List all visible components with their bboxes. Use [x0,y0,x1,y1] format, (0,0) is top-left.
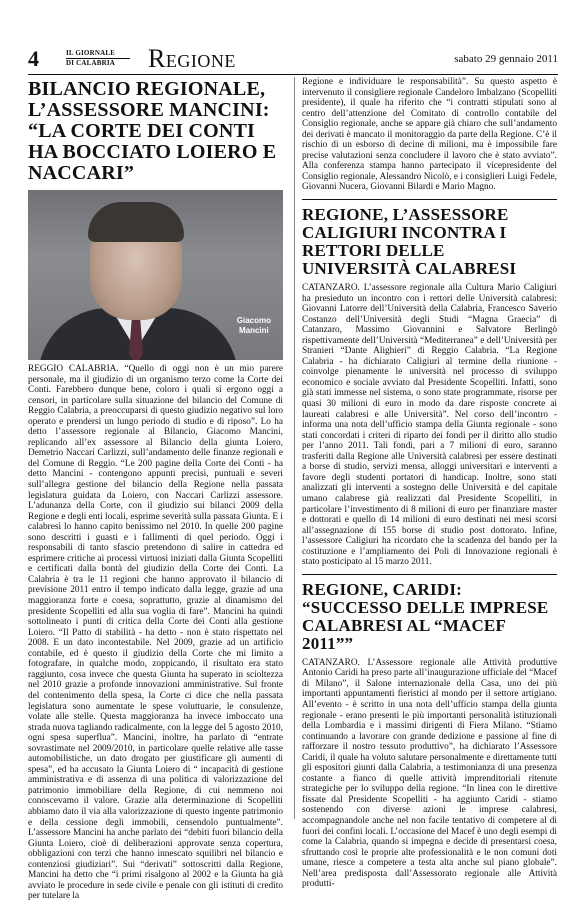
newspaper-logo [66,49,130,68]
article1-body: REGGIO CALABRIA. “Quello di oggi non è un mio parere personale, ma il giudizio di un organismo terzo come la Corte dei Conti. Farebbero dunque bene, coloro i quali si ergono oggi a censori, in particolare sulla situazione del bilancio del Comune di Reggio Calabria, a preoccuparsi di questo giudizio negativo sul loro operato e prendersi un lungo periodo di studio e di riposo”. Lo ha detto l’assessore regionale al Bilancio, Giacomo Mancini, replicando all’ex assessore al Bilancio della giunta Loiero, Demetrio Naccari Carlizzi, sull’andamento delle finanze regionali e del Comune di Reggio. “Le 200 pagine della Corte dei Conti - ha detto Mancini - contengono appunti precisi, puntuali e severi sull’allegra gestione del bilancio della Regione nella passata legislatura guidata da Loiero, con Naccari Carlizzi assessore. L’adunanza della Corte, con il giudizio sui bilanci 2009 della Regione e degli enti locali, esprime severità sulla passata Giunta. E i calabresi lo hanno capito benissimo nel 2010. In quelle 200 pagine sono descritti i guasti e i fallimenti di quel periodo. Oggi i responsabili di tanto sfascio pretendono di salire in cattedra ed esprimere critiche ai processi virtuosi iniziati dalla Giunta Scopelliti e certificati dalla bontà del giudizio della Corte dei Conti. La Calabria è tra le 11 regioni che hanno approvato il bilancio di previsione 2011 entro il tempo indicato dalla legge, grazie ad una maggioranza forte e coesa, soprattutto, grazie al dinamismo del presidente Scopelliti ed alla sua voglia di fare”. Mancini ha quindi sottolineato i punti di critica della Corte dei Conti alla gestione Loiero. “Il Patto di stabilità - ha detto - non è stato rispettato nel 2008. E un dato incontestabile. Nel 2009, grazie ad un artificio contabile, ed è questo il giudizio della Corte che mi limito a fotografare, in qualche modo, zoppicando, il risultato era stato raggiunto, cosa invece che questa Giunta ha superato in scioltezza nel 2010 grazie a profonde innovazioni amministrative. Sul fronte del contenimento della spesa, la Corte ci dice che nella passata legislatura sono aumentate le spese voluttuarie, le consulenze, volate alle stelle. Questa maggioranza ha invece imboccato una strada nuova tagliando radicalmente, con la legge del 5 agosto 2010, ogni spesa superflua”. Mancini, inoltre, ha parlato di “entrate sovrastimate nel 2009/2010, in particolare quelle relative alle tasse automobilistiche, un dato drogato per giustificare gli aumenti di spesa”, ed ha accusato la Giunta Loiero di “ incapacità di gestione amministrativa e di assenza di una politica di valorizzazione del patrimonio immobiliare della Regione, di cui nemmeno noi conoscevamo il valore. Grazie alla determinazione di Scopelliti abbiamo dato il via alla valorizzazione di questo ingente patrimonio e della cessione degli immobili, censendolo puntualmente”. L’assessore Mancini ha anche parlato dei “debiti fuori bilancio della Giunta Loiero, cioè di deliberazioni approvate senza copertura, obbligazioni con terzi che hanno innescato squilibri nel bilancio e contenziosi giudiziari”. Sui “derivati” sottoscritti dalla Regione, Mancini ha detto che “i primi risalgono al 2002 e la Giunta ha già avviato le procedure in sede civile e penale con gli istituti di credito per tutelare la [28,364,283,902]
photo-caption [237,316,271,336]
article-separator [302,199,557,200]
section-title: Regione [148,44,236,73]
left-column [28,77,283,902]
right-column [302,77,557,890]
logo-line-1: IL GIORNALE [66,49,130,59]
article1-headline: BILANCIO REGIONALE, L’ASSESSORE MANCINI: “LA CORTE DEI CONTI HA BOCCIATO LOIERO E NACCARI” [28,78,277,184]
photo-hair [88,202,184,242]
photo-caption-line-2: Mancini [238,326,269,335]
article2-headline: REGIONE, L’ASSESSORE CALIGIURI INCONTRA I RETTORI DELLE UNIVERSITÀ CALABRESI [302,205,517,279]
column-divider [294,77,295,819]
photo-caption-line-1: Giacomo [236,316,271,325]
page-number: 4 [28,46,39,71]
article3-body: CATANZARO. L’Assessore regionale alle Attività produttive Antonio Caridi ha preso parte all’inaugurazione ufficiale del “Macef di Milano”, il Salone internazionale della Casa, uno dei più importanti appuntamenti fieristici al mondo per il settore artigiano. All’evento - è scritto in una nota dell’ufficio stampa della giunta regionale - erano presenti le più importanti personalità istituzionali della Lombardia e i massimi dirigenti di Fiera Milano. “Stiamo continuando a lavorare con grande dedizione e passione al fine di rafforzare il nostro tessuto produttivo”, ha dichiarato l’Assessore Caridi, il quale ha voluto salutare personalmente e direttamente tutti gli espositori giunti dalla Calabria, a testimonianza di una presenza costante a fianco di quelle attività imprenditoriali ritenute strategiche per lo sviluppo della regione. “In linea con le direttive fissate dal Presidente Scopelliti - ha aggiunto Caridi - stiamo sostenendo con diverse azioni le imprese calabresi, accompagnandole anche nel non facile tentativo di competere al di fuori dei confini locali. L’occasione del Macef è uno degli esempi di come la Calabria, quando si impegna e decide di presentarsi coesa, sfruttando così le proprie alte professionalità e le non comuni doti umane, riesce a competere a testa alta anche sul piano globale”. Nell’area predisposta dall’Assessorato regionale alle Attività produtti- [302,657,557,890]
publication-date: sabato 29 gennaio 2011 [454,53,558,65]
portrait-photo [28,190,283,360]
logo-line-2: DI CALABRIA [66,59,116,67]
article3-headline: REGIONE, CARIDI: “SUCCESSO DELLE IMPRESE CALABRESI AL “MACEF 2011”” [302,579,549,653]
article1-continuation: Regione e individuare le responsabilità”. Su questo aspetto è intervenuto il consigliere regionale Candeloro Imbalzano (Scopelliti presidente), il quale ha riferito che “i contratti stipulati sono al centro dell’attenzione del Comitato di controllo contabile del Consiglio regionale, anche se appare già chiaro che sull’andamento dei derivati è mancato il monitoraggio da parte della Regione. C’è il rischio di un esborso di decine di milioni, ma è impossibile fare precise valutazioni senza concludere il lavoro che è stato avviato”. Alla conferenza stampa hanno partecipato il vicepresidente del Consiglio regionale, Alessandro Nicolò, e i consiglieri Luigi Fedele, Giovanni Nucera, Giovanni Bilardi e Mario Magno. [302,77,557,193]
article2-body: CATANZARO. L’assessore regionale alla Cultura Mario Caligiuri ha presieduto un incontro con i rettori delle Università calabresi: Giovanni Latorre dell’Università della Calabria, Francesco Saverio Costanzo dell’Università degli Studi “Magna Graecia” di Catanzaro, Massimo Giovannini e Salvatore Berlingò rispettivamente dell’Università “Mediterranea” e dell’Università per Stranieri “Dante Alighieri” di Reggio Calabria. “La Regione Calabria - ha dichiarato Caligiuri al termine della riunione - coinvolge pienamente le università nel processo di sviluppo economico e sociale avviato dal Presidente Scopelliti. Infatti, sono già stati immesse nel sistema, o sono state programmate, risorse per quasi 30 milioni di euro in modo da dare risposte concrete ai laureati calabresi e alle Università”. Nel corso dell’incontro - informa una nota dell’ufficio stampa della Giunta regionale - sono stati concordati i criteri di riparto dei fondi per il diritto allo studio per l’anno 2011. Tali fondi, pari a 7 milioni di euro, saranno trasferiti dalla Regione alle Università calabresi per essere destinati a borse di studio, servizi mensa, alloggi universitari e interventi a favore degli studenti portatori di handicap. Inoltre, sono stati analizzati gli interventi a sostegno delle Università e del capitale umano calabrese già realizzati dal Presidente Scopelliti, in particolare l’investimento di 8 milioni di euro per finanziare master e dottorati e quello di 14 milioni di euro destinati nei mesi scorsi all’assegnazione di 155 borse di studio post dottorato. Infine, l’assessore Caligiuri ha ricordato che la scadenza del bando per la costituzione e l’ampliamento dei Poli di Innovazione regionali è stato posticipato al 15 marzo 2011. [302,283,557,568]
masthead-rule [28,74,558,75]
masthead [28,46,558,72]
article-separator [302,574,557,575]
